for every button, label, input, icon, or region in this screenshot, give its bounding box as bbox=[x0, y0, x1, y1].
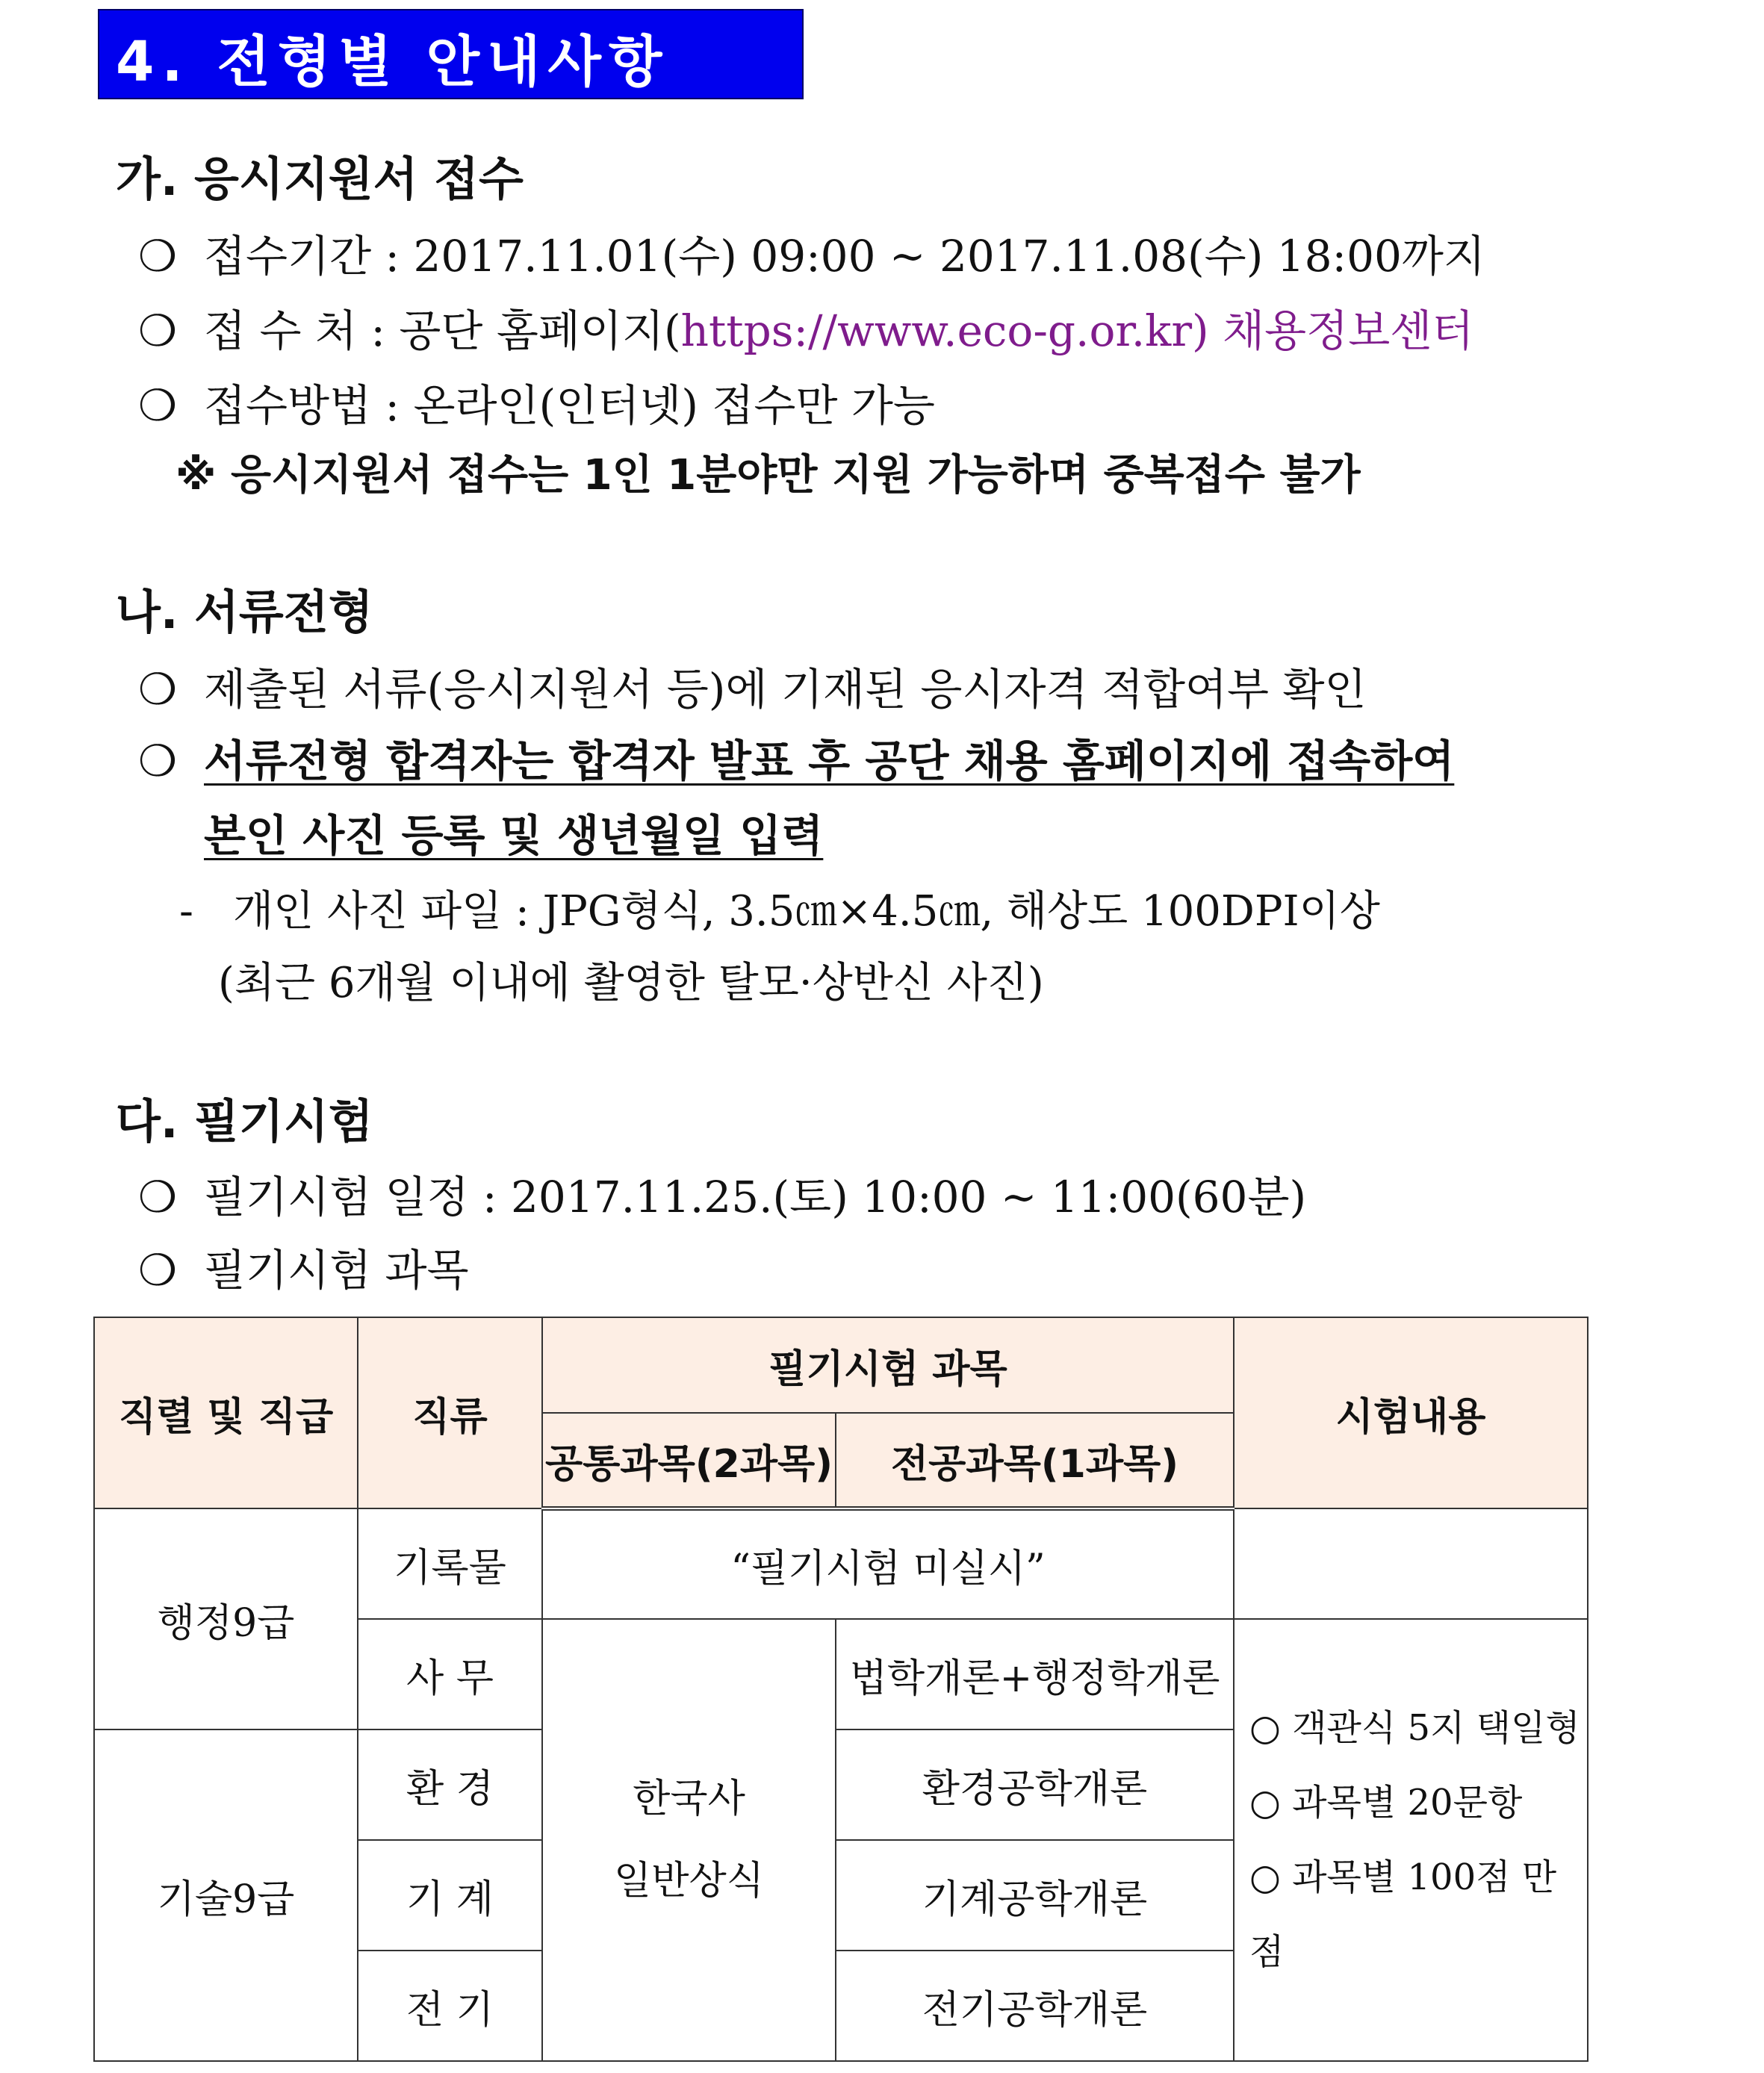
header-job: 직류 bbox=[358, 1317, 542, 1508]
photo-registration-line2-text: 본인 사진 등록 및 생년월일 입력 bbox=[204, 810, 824, 861]
document-screening-item bbox=[138, 654, 1367, 717]
bullet-icon: ❍ bbox=[138, 305, 177, 356]
contents-score: ○ 과목별 100점 만점 bbox=[1249, 1856, 1557, 1973]
photo-registration-line1: 서류전형 합격자는 합격자 발표 후 공단 채용 홈페이지에 접속하여 bbox=[204, 736, 1455, 786]
mech-job-cell: 기 계 bbox=[358, 1840, 542, 1951]
exam-subjects-table bbox=[93, 1317, 1588, 2062]
office-job-cell: 사 무 bbox=[358, 1619, 542, 1729]
section-b-title: 나. 서류전형 bbox=[116, 585, 373, 639]
records-contents-cell bbox=[1234, 1508, 1588, 1619]
section-c-title: 다. 필기시험 bbox=[116, 1094, 373, 1149]
no-exam-cell: “필기시험 미실시” bbox=[542, 1508, 1234, 1619]
elec-job-cell: 전 기 bbox=[358, 1951, 542, 2061]
reception-method bbox=[138, 370, 935, 433]
header-rank: 직렬 및 직급 bbox=[94, 1317, 358, 1508]
bullet-icon: ❍ bbox=[138, 231, 177, 282]
office-major-cell: 법학개론+행정학개론 bbox=[836, 1619, 1234, 1729]
elec-major-cell: 전기공학개론 bbox=[836, 1951, 1234, 2061]
exam-subjects-label bbox=[138, 1235, 469, 1298]
bullet-icon: ❍ bbox=[138, 380, 177, 431]
exam-schedule-text: 필기시험 일정 : 2017.11.25.(토) 10:00 ~ 11:00(60분) bbox=[204, 1172, 1307, 1222]
bullet-icon: ❍ bbox=[138, 1245, 177, 1296]
bullet-icon: ❍ bbox=[138, 664, 177, 715]
photo-spec bbox=[179, 878, 1380, 938]
photo-registration-line2 bbox=[204, 801, 823, 863]
exam-subjects-label-text: 필기시험 과목 bbox=[204, 1245, 469, 1296]
tech-rank-cell: 기술9급 bbox=[94, 1729, 358, 2061]
exam-contents-cell bbox=[1234, 1619, 1588, 2061]
records-job-cell: 기록물 bbox=[358, 1508, 542, 1619]
reception-place bbox=[138, 296, 1473, 358]
contents-questions: ○ 과목별 20문항 bbox=[1249, 1782, 1523, 1824]
homepage-link[interactable]: https://www.eco-g.or.kr) 채용정보센터 bbox=[680, 305, 1474, 356]
section-a-title: 가. 응시지원서 접수 bbox=[116, 152, 524, 206]
env-job-cell: 환 경 bbox=[358, 1729, 542, 1840]
exam-schedule bbox=[138, 1162, 1306, 1225]
header-major-subjects: 전공과목(1과목) bbox=[836, 1413, 1234, 1508]
photo-spec-text: 개인 사진 파일 : JPG형식, 3.5㎝×4.5㎝, 해상도 100DPI이상 bbox=[233, 887, 1380, 936]
common-subjects-cell bbox=[542, 1619, 836, 2061]
photo-registration-item bbox=[138, 726, 1454, 789]
bullet-icon: ❍ bbox=[138, 1172, 177, 1222]
bullet-icon: ❍ bbox=[138, 736, 177, 786]
reception-place-text: 접 수 처 : 공단 홈페이지( bbox=[204, 305, 681, 356]
common-subject-general: 일반상식 bbox=[614, 1859, 764, 1903]
env-major-cell: 환경공학개론 bbox=[836, 1729, 1234, 1840]
header-common-subjects: 공통과목(2과목) bbox=[542, 1413, 836, 1508]
document-screening-text: 제출된 서류(응시지원서 등)에 기재된 응시자격 적합여부 확인 bbox=[204, 664, 1367, 715]
reception-method-text: 접수방법 : 온라인(인터넷) 접수만 가능 bbox=[204, 380, 935, 431]
header-contents: 시험내용 bbox=[1234, 1317, 1588, 1508]
reception-note: ※ 응시지원서 접수는 1인 1분야만 지원 가능하며 중복접수 불가 bbox=[176, 451, 1361, 500]
reception-period bbox=[138, 221, 1485, 284]
section-heading-box bbox=[98, 9, 804, 99]
header-subjects: 필기시험 과목 bbox=[542, 1317, 1234, 1413]
dash-icon: - bbox=[179, 887, 193, 936]
common-subject-history: 한국사 bbox=[633, 1777, 745, 1821]
mech-major-cell: 기계공학개론 bbox=[836, 1840, 1234, 1951]
admin-rank-cell: 행정9급 bbox=[94, 1508, 358, 1729]
photo-note: (최근 6개월 이내에 촬영한 탈모·상반신 사진) bbox=[218, 959, 1044, 1007]
section-heading: 4. 전형별 안내사항 bbox=[116, 30, 670, 94]
reception-period-text: 접수기간 : 2017.11.01(수) 09:00 ~ 2017.11.08(수) 18:00까지 bbox=[204, 231, 1485, 282]
contents-format: ○ 객관식 5지 택일형 bbox=[1249, 1707, 1580, 1749]
